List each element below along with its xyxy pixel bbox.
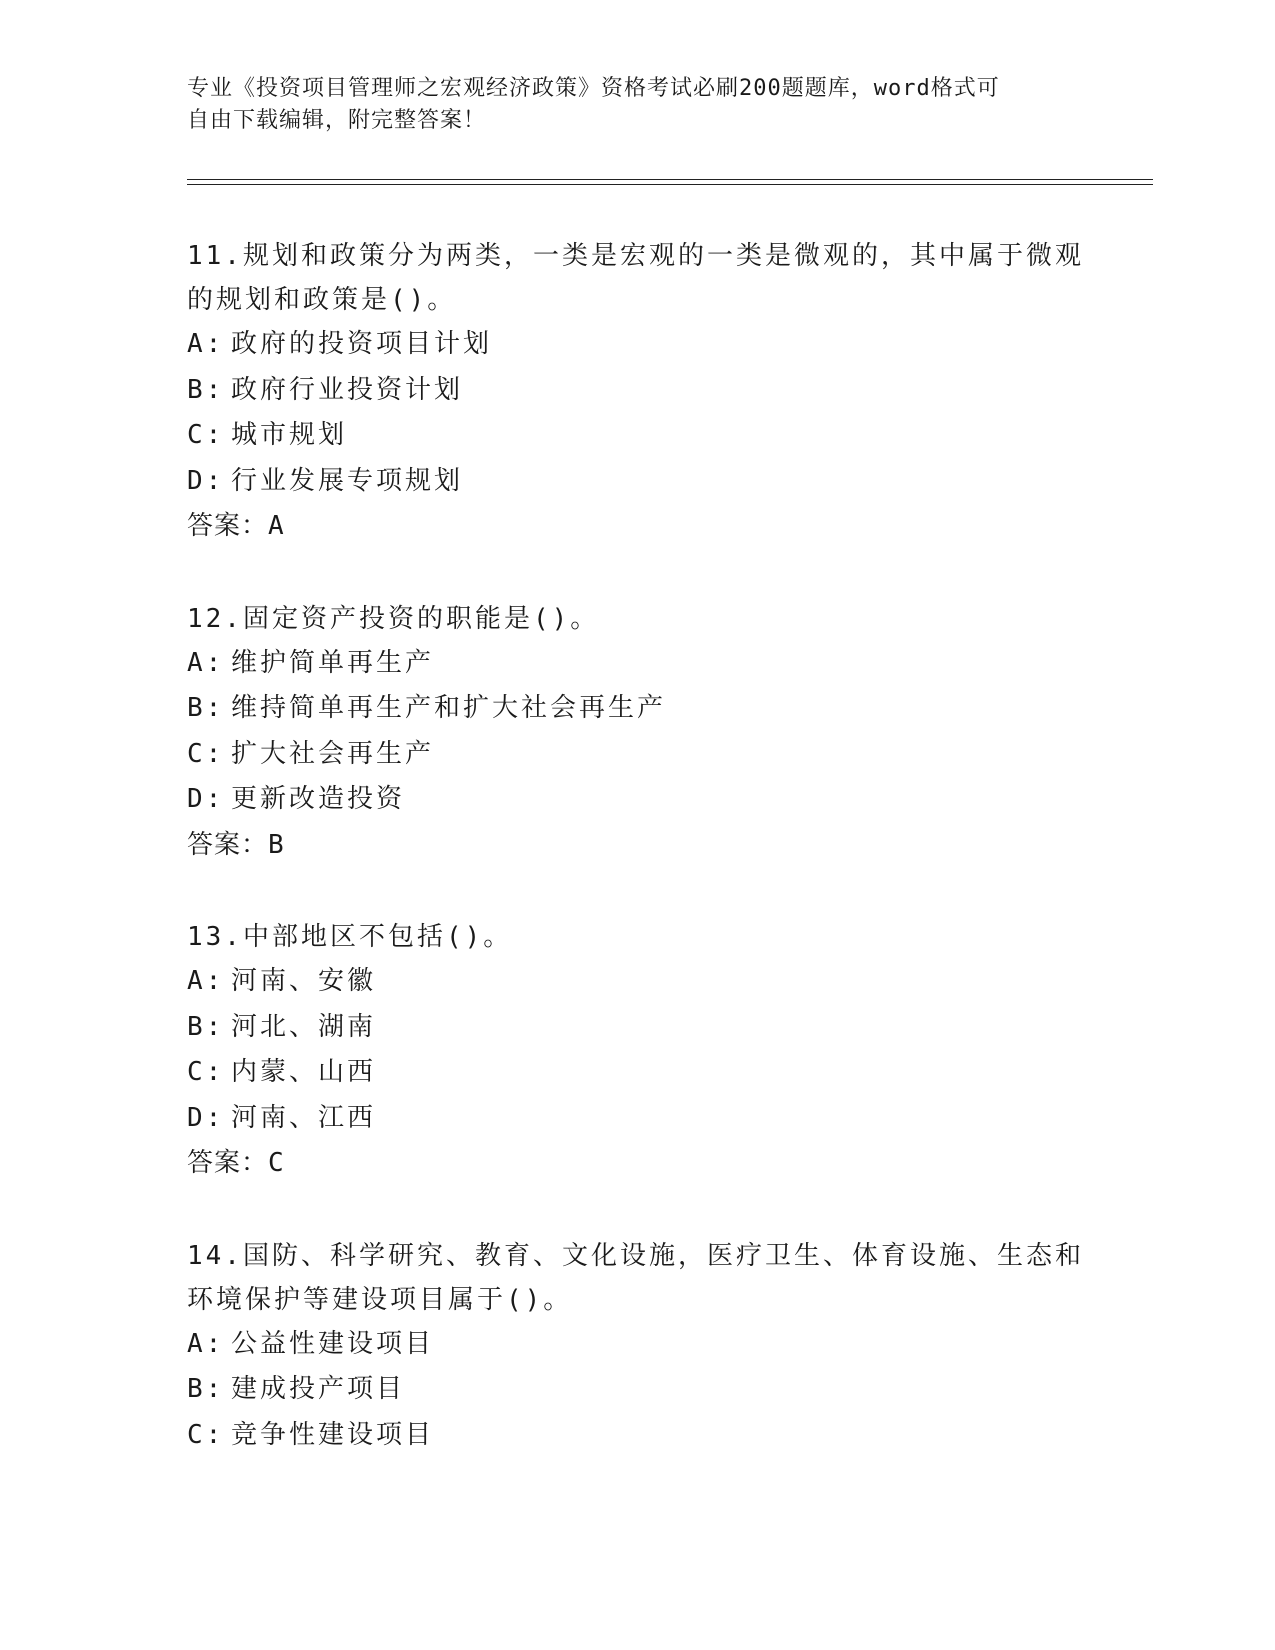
option-key: A:: [187, 966, 225, 996]
answer: [187, 823, 1087, 869]
question-14: [187, 1234, 1087, 1459]
option-text: 建成投产项目: [231, 1374, 406, 1404]
question-11: [187, 234, 1087, 550]
option-c: [187, 413, 1087, 459]
question-stem: [187, 915, 1087, 959]
option-key: D:: [187, 784, 225, 814]
header-divider-bottom: [187, 184, 1153, 185]
option-text: 维护简单再生产: [231, 647, 435, 678]
option-c: [187, 1413, 1087, 1459]
option-c: [187, 732, 1087, 778]
answer: [187, 504, 1087, 550]
header-line-1: 专业《投资项目管理师之宏观经济政策》资格考试必刷200题题库，word格式可: [187, 76, 1000, 101]
option-text: 公益性建设项目: [231, 1328, 435, 1359]
document-header: [187, 73, 1087, 137]
answer-value: C: [268, 1148, 285, 1178]
answer-value: A: [268, 511, 285, 541]
question-stem-line: 的规划和政策是()。: [187, 285, 457, 315]
question-list: [187, 234, 1087, 1505]
option-text: 扩大社会再生产: [231, 738, 435, 769]
question-stem-line: 14.国防、科学研究、教育、文化设施，医疗卫生、体育设施、生态和: [187, 1240, 1084, 1271]
option-key: B:: [187, 1011, 225, 1042]
option-text: 维持简单再生产和扩大社会再生产: [231, 693, 667, 723]
answer: [187, 1141, 1087, 1187]
option-b: [187, 1367, 1087, 1413]
question-stem-line: 环境保护等建设项目属于()。: [187, 1284, 573, 1315]
option-text: 城市规划: [231, 420, 348, 450]
option-d: [187, 459, 1087, 505]
question-13: [187, 915, 1087, 1187]
option-key: B:: [187, 1374, 225, 1404]
option-text: 竞争性建设项目: [231, 1419, 435, 1450]
option-text: 行业发展专项规划: [231, 465, 464, 496]
header-divider-top: [187, 179, 1153, 180]
option-text: 河南、安徽: [231, 966, 377, 996]
option-key: B:: [187, 693, 225, 723]
option-text: 河北、湖南: [231, 1011, 377, 1042]
question-stem-line: 12.固定资产投资的职能是()。: [187, 603, 600, 634]
option-text: 内蒙、山西: [231, 1057, 377, 1087]
option-text: 更新改造投资: [231, 784, 406, 814]
header-line-2: 自由下载编辑，附完整答案！: [187, 108, 487, 133]
option-key: A:: [187, 1328, 225, 1359]
question-12: [187, 597, 1087, 869]
option-d: [187, 1096, 1087, 1142]
option-b: [187, 1005, 1087, 1051]
answer-value: B: [268, 829, 285, 860]
option-b: [187, 368, 1087, 414]
question-stem-line: 11.规划和政策分为两类，一类是宏观的一类是微观的，其中属于微观: [187, 241, 1084, 271]
option-text: 政府的投资项目计划: [231, 329, 493, 359]
option-key: A:: [187, 647, 225, 678]
option-a: [187, 322, 1087, 368]
option-text: 河南、江西: [231, 1102, 377, 1133]
question-stem: [187, 1234, 1087, 1322]
answer-label: 答案：: [187, 1148, 269, 1178]
option-key: D:: [187, 1102, 225, 1133]
option-c: [187, 1050, 1087, 1096]
option-key: C:: [187, 738, 225, 769]
option-key: C:: [187, 1057, 225, 1087]
option-key: C:: [187, 1419, 225, 1450]
answer-label: 答案：: [187, 829, 269, 860]
option-a: [187, 641, 1087, 687]
option-key: A:: [187, 329, 225, 359]
option-key: B:: [187, 374, 225, 405]
option-key: C:: [187, 420, 225, 450]
option-d: [187, 777, 1087, 823]
question-stem: [187, 597, 1087, 641]
option-text: 政府行业投资计划: [231, 374, 464, 405]
answer-label: 答案：: [187, 511, 269, 541]
question-stem-line: 13.中部地区不包括()。: [187, 922, 513, 952]
option-a: [187, 959, 1087, 1005]
option-b: [187, 686, 1087, 732]
option-a: [187, 1322, 1087, 1368]
question-stem: [187, 234, 1087, 322]
option-key: D:: [187, 465, 225, 496]
